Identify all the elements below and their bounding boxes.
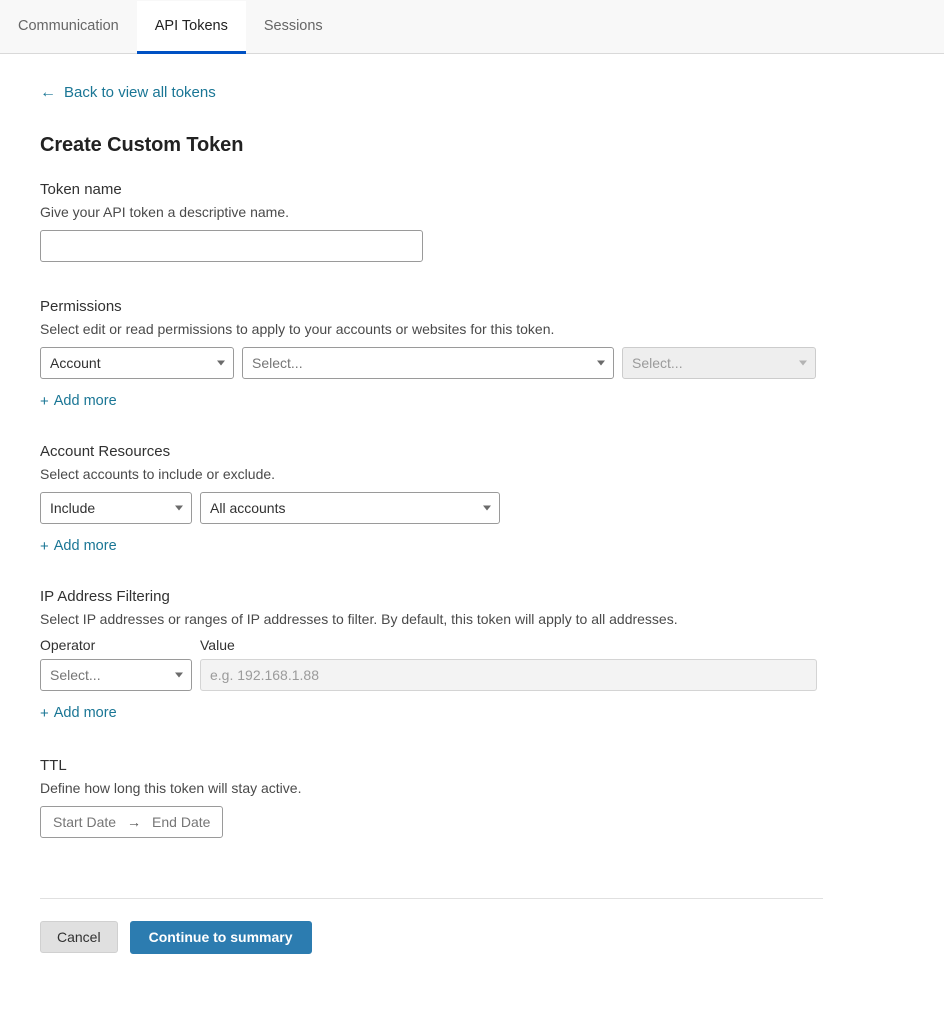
chevron-down-icon	[217, 360, 225, 365]
token-name-input[interactable]	[40, 230, 423, 262]
tab-communication[interactable]	[0, 1, 137, 54]
ip-filtering-row	[40, 637, 904, 691]
tab-api-tokens[interactable]	[137, 1, 246, 54]
account-resources-accounts-select[interactable]	[200, 492, 500, 524]
ip-filtering-add-more-button[interactable]	[40, 705, 117, 722]
account-resources-row	[40, 492, 904, 524]
cancel-label: Cancel	[57, 929, 101, 945]
tab-label: API Tokens	[154, 18, 228, 34]
ip-value-input[interactable]	[200, 659, 817, 691]
permissions-add-more-button[interactable]	[40, 393, 117, 410]
account-resources-mode-value: Include	[50, 499, 96, 516]
permission-resource-value: Select...	[252, 354, 303, 371]
plus-icon: +	[40, 704, 49, 722]
continue-to-summary-button[interactable]	[130, 921, 312, 954]
ip-operator-group	[40, 637, 192, 691]
account-resources-section	[40, 443, 904, 556]
ip-operator-label: Operator	[40, 636, 96, 653]
back-to-all-tokens-link[interactable]	[40, 84, 216, 101]
permissions-row	[40, 347, 904, 379]
tab-label: Sessions	[263, 18, 323, 34]
permissions-description: Select edit or read permissions to apply to your accounts or websites for this token.	[40, 320, 555, 337]
chevron-down-icon	[597, 360, 605, 365]
add-more-label: Add more	[53, 393, 117, 409]
chevron-down-icon	[799, 360, 807, 365]
chevron-down-icon	[483, 505, 491, 510]
permissions-label: Permissions	[40, 297, 122, 315]
plus-icon: +	[40, 392, 49, 410]
main-content	[0, 54, 944, 954]
permission-scope-value: Account	[50, 354, 101, 371]
token-name-description: Give your API token a descriptive name.	[40, 203, 290, 220]
ip-operator-value: Select...	[50, 666, 101, 683]
tab-label: Communication	[18, 18, 119, 34]
ttl-end-date[interactable]: End Date	[152, 813, 211, 830]
page-title: Create Custom Token	[40, 133, 244, 156]
tab-bar	[0, 0, 944, 54]
permission-resource-select[interactable]	[242, 347, 614, 379]
arrow-right-icon: →	[127, 813, 142, 830]
permission-scope-select[interactable]	[40, 347, 234, 379]
permissions-section	[40, 298, 904, 411]
ttl-description: Define how long this token will stay active.	[40, 779, 302, 796]
plus-icon: +	[40, 537, 49, 555]
chevron-down-icon	[175, 672, 183, 677]
add-more-label: Add more	[53, 705, 117, 721]
account-resources-accounts-value: All accounts	[210, 499, 286, 516]
back-link-label: Back to view all tokens	[64, 84, 216, 101]
ip-filtering-description: Select IP addresses or ranges of IP addresses to filter. By default, this token will apply to all addresses.	[40, 610, 678, 627]
permission-level-select	[622, 347, 816, 379]
account-resources-mode-select[interactable]	[40, 492, 192, 524]
cancel-button[interactable]	[40, 921, 118, 953]
account-resources-add-more-button[interactable]	[40, 538, 117, 555]
footer-divider	[40, 898, 823, 899]
ip-filtering-section	[40, 588, 904, 723]
continue-label: Continue to summary	[148, 929, 293, 945]
permission-level-value: Select...	[632, 354, 683, 371]
account-resources-label: Account Resources	[40, 442, 171, 460]
ttl-date-range-picker[interactable]	[40, 806, 223, 838]
ttl-start-date[interactable]: Start Date	[53, 813, 117, 830]
token-name-label: Token name	[40, 180, 122, 198]
tab-sessions[interactable]	[246, 1, 341, 54]
ttl-section	[40, 757, 904, 838]
ttl-label: TTL	[40, 756, 67, 774]
form-actions	[40, 921, 904, 954]
ip-value-group	[200, 637, 817, 691]
arrow-left-icon: ←	[40, 83, 56, 101]
chevron-down-icon	[175, 505, 183, 510]
ip-value-label: Value	[200, 636, 235, 653]
account-resources-description: Select accounts to include or exclude.	[40, 465, 276, 482]
ip-filtering-label: IP Address Filtering	[40, 587, 170, 605]
ip-operator-select[interactable]	[40, 659, 192, 691]
add-more-label: Add more	[53, 538, 117, 554]
token-name-section	[40, 181, 904, 262]
